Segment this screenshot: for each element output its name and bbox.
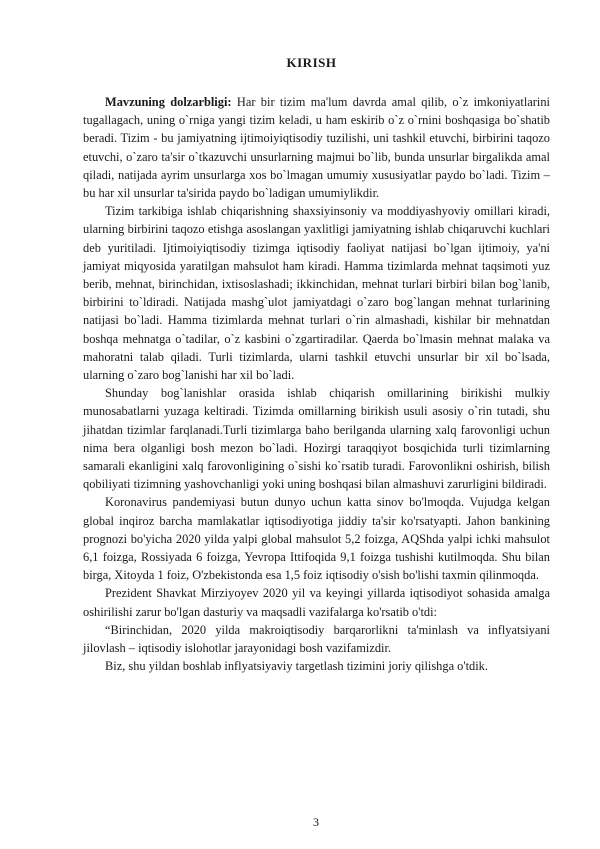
paragraph-connections: Shunday bog`lanishlar orasida ishlab chiqarish omillarining birikishi mulkiy munosabatlarni yuzaga keltiradi. Tizimda omillarning birikish usuli asosiy o`rin tutadi, shu jihatdan tizimlar farqlanadi.Turli tizimlarga baho berilganda ularning xalq farovonligi uchun nima bera olganligi bosh mezon bo`ladi. Hozirgi taraqqiyot bosqichida turli tizimlarning samarali ekanligini xalq farovonligining o`sishi ko`rsatib turadi. Farovonlikni oshirish, bilish qobiliyati tizimning yashovchanligi yoki uning boshqasi bilan almashuvi zarurligini bildiradi. [83, 386, 550, 492]
paragraph-relevance [83, 93, 550, 202]
relevance-text: Har bir tizim ma'lum davrda amal qilib, o`z imkoniyatlarini tugallagach, uning o`rniga yangi tizim keladi, u ham eskirib o`z o`rnini boshqasiga bo`shatib beradi. Tizim - bu jamiyatning ijtimoiyiqtisodiy tuzilishi, uni tashkil etuvchi, birbirini taqozo etuvchi, o`zaro ta'sir o`tkazuvchi unsurlarning majmui bo`lib, bunda unsurlar birgalikda amal qiladi, natijada ayrim unsurlarga xos bo`lmagan umumiy xususiyatlar paydo bo`ladi. Tizim – bu har xil unsurlar ta'sirida paydo bo`ladigan umumiylikdir. [83, 95, 550, 201]
page-title: KIRISH [286, 55, 337, 70]
relevance-lead: Mavzuning dolzarbligi: [105, 95, 232, 109]
paragraph-pandemic: Koronavirus pandemiyasi butun dunyo uchun katta sinov bo'lmoqda. Vujudga kelgan global inqiroz barcha mamlakatlar iqtisodiyotiga jiddiy ta'sir ko'rsatyapti. Jahon bankining prognozi bo'yicha 2020 yilda yalpi global mahsulot 5,2 foizga, AQShda yalpi ichki mahsulot 6,1 foizga, Rossiyada 6 foizga, Yevropa Ittifoqida 9,1 foizga tushishi kutilmoqda. Shu bilan birga, Xitoyda 1 foiz, O'zbekistonda esa 1,5 foiz iqtisodiy o'sish bo'lishi taxmin qilinmoqda. [83, 495, 550, 583]
paragraph-quote: “Birinchidan, 2020 yilda makroiqtisodiy barqarorlikni ta'minlash va inflyatsiyani jilovlash – iqtisodiy islohotlar jarayonidagi bosh vazifamizdir. [83, 622, 550, 656]
paragraph-president: Prezident Shavkat Mirziyoyev 2020 yil va keyingi yillarda iqtisodiyot sohasida amalga oshirilishi zarur bo'lgan dasturiy va maqsadli vazifalarga ko'rsatib o'tdi: [83, 586, 550, 619]
paragraph-targeting: Biz, shu yildan boshlab inflyatsiyaviy targetlash tizimini joriy qilishga o'tdik. [105, 659, 488, 674]
paragraph-system-composition: Tizim tarkibiga ishlab chiqarishning shaxsiyinsoniy va moddiyashyoviy omillari kiradi, ularning birbirini taqozo etishga asoslangan yaxlitligi jamiyatning ishlab chiqaruvchi kuchlari deb yuritiladi. Ijtimoiyiqtisodiy tizimga iqtisodiy faoliyat natijasi bo`lgan ijtimoiy, ya'ni jamiyat miqyosida yaratilgan mahsulot ham kiradi. Hamma tizimlarda mehnat taqsimoti yuz berib, mehnat, birinchidan, ixtisoslashadi; ikkinchidan, mehnat turlari birbiri bilan bog`lanib, birbirini to`ldiradi. Natijada mashg`ulot jamiyatdagi o`zaro bog`langan mehnat turlarining natijasi bo`ladi. Hamma tizimlarda mehnat turlari o`rin almashadi, kishilar bir mehnatdan boshqa mehnatga o`tadilar, o`z kasbini o`zgartiradilar. Qaerda bo`lmasin mehnat malaka va mahoratni talab qiladi. Turli tizimlarda, ularni tashkil etuvchi unsurlar bir xil bo`lsada, ularning o`zaro bog`lanishi har xil bo`ladi. [83, 204, 550, 383]
page-number: 3 [313, 815, 319, 829]
